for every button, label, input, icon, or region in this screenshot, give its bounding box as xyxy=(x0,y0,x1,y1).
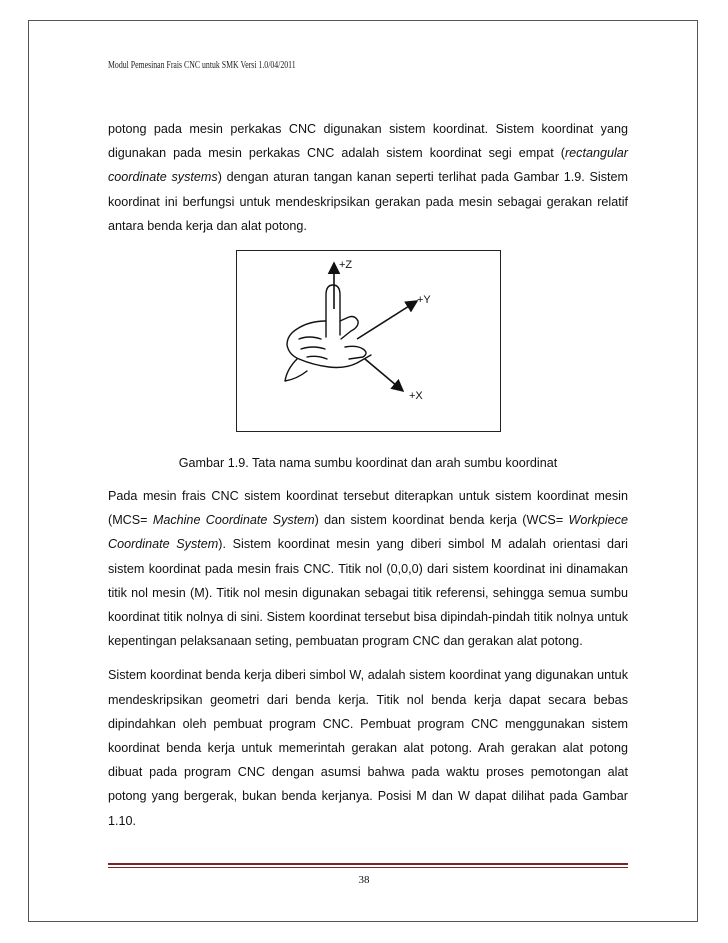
paragraph-2: Pada mesin frais CNC sistem koordinat tersebut diterapkan untuk sistem koordinat mesin (MCS= Machine Coordinate System) dan sistem koordinat benda kerja (WCS= Workpiece Coordinate System). Sistem koordinat mesin yang diberi simbol M adalah orientasi dari sistem koordinat pada mesin frais CNC. Titik nol (0,0,0) dari sistem koordinat ini dinamakan titik nol mesin (M). Titik nol mesin digunakan sebagai titik referensi, sehingga semua sumbu koordinat titik nolnya di sini. Sistem koordinat tersebut bisa dipindah-pindah titik nolnya untuk kepentingan pelaksanaan seting, pembuatan program CNC dan gerakan alat potong. xyxy=(108,489,628,649)
x-axis-arrow xyxy=(365,359,403,391)
label-x: +X xyxy=(409,390,423,402)
figure-caption: Gambar 1.9. Tata nama sumbu koordinat dan arah sumbu koordinat xyxy=(178,456,558,470)
body-text-bottom xyxy=(108,484,628,833)
body-text-top xyxy=(108,117,628,238)
page-header: Modul Pemesinan Frais CNC untuk SMK Versi 1.0/04/2011 xyxy=(108,60,296,71)
right-hand-coordinate-illustration xyxy=(237,251,500,431)
label-z: +Z xyxy=(339,259,353,271)
footer-rule-thin xyxy=(108,867,628,868)
paragraph-3: Sistem koordinat benda kerja diberi simbol W, adalah sistem koordinat yang digunakan untuk mendeskripsikan geometri dari benda kerja. Titik nol benda kerja dapat secara bebas dipindahkan oleh pembuat program CNC. Pembuat program CNC menggunakan sistem koordinat benda kerja untuk memerintah gerakan alat potong. Arah gerakan alat potong dibuat pada program CNC dengan asumsi bahwa pada waktu proses pemotongan alat potong yang bergerak, bukan benda kerjanya. Posisi M dan W dapat dilihat pada Gambar 1.10. xyxy=(108,668,628,828)
y-axis-arrow xyxy=(357,301,417,339)
label-y: +Y xyxy=(417,294,431,306)
footer-rule xyxy=(108,863,628,869)
hand-drawing xyxy=(285,285,371,381)
figure-right-hand-rule xyxy=(236,250,501,432)
footer-rule-thick xyxy=(108,863,628,865)
page-number: 38 xyxy=(358,874,370,886)
paragraph-1: potong pada mesin perkakas CNC digunakan sistem koordinat. Sistem koordinat yang digunakan pada mesin perkakas CNC adalah sistem koordinat segi empat (rectangular coordinate systems) dengan aturan tangan kanan seperti terlihat pada Gambar 1.9. Sistem koordinat ini berfungsi untuk mendeskripsikan gerakan pada mesin sebagai gerakan relatif antara benda kerja dan alat potong. xyxy=(108,122,628,233)
